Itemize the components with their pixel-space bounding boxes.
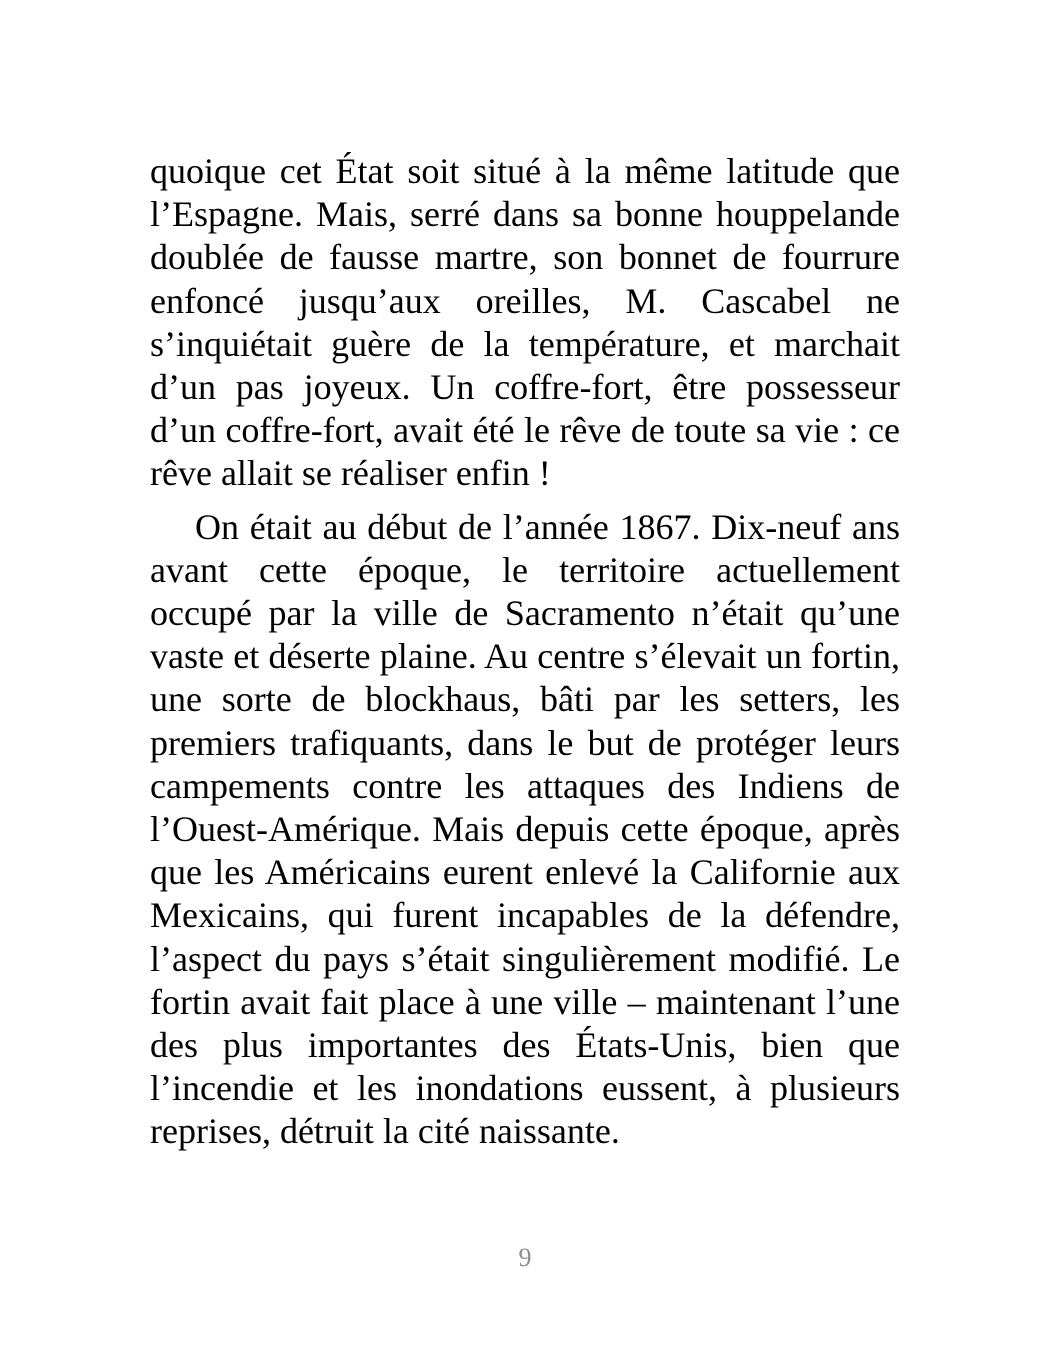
page-body (150, 150, 900, 1154)
paragraph-continuation: quoique cet État soit situé à la même latitude que l’Espagne. Mais, serré dans sa bonne houppelande doublée de fausse martre, son bonnet de fourrure enfoncé jusqu’aux oreilles, M. Cascabel ne s’inquiétait guère de la température, et marchait d’un pas joyeux. Un coffre-fort, être possesseur d’un coffre-fort, avait été le rêve de toute sa vie : ce rêve allait se réaliser enfin ! (150, 151, 900, 494)
page-number: 9 (518, 1243, 532, 1272)
paragraph: On était au début de l’année 1867. Dix-neuf ans avant cette époque, le territoire actuellement occupé par la ville de Sacramento n’était qu’une vaste et déserte plaine. Au centre s’élevait un fortin, une sorte de blockhaus, bâti par les setters, les premiers trafiquants, dans le but de protéger leurs campements contre les attaques des Indiens de l’Ouest-Amérique. Mais depuis cette époque, après que les Américains eurent enlevé la Californie aux Mexicains, qui furent incapables de la défendre, l’aspect du pays s’était singulièrement modifié. Le fortin avait fait place à une ville – maintenant l’une des plus importantes des États-Unis, bien que l’incendie et les inondations eussent, à plusieurs reprises, détruit la cité naissante. (150, 506, 900, 1152)
